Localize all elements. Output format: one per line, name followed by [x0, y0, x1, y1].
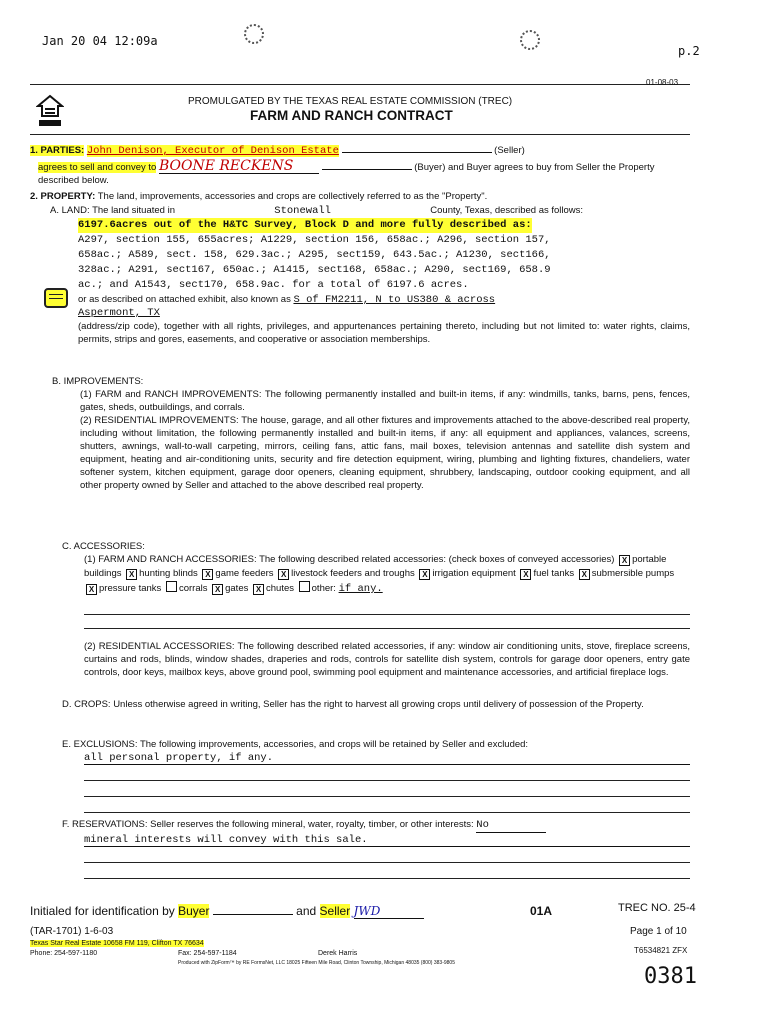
legal-line: A297, section 155, 655acres; A1229, section 156, 658ac.; A296, section 157, [78, 234, 551, 246]
checkbox-pressure-tanks[interactable]: X [86, 584, 97, 595]
accessory-label: corrals [178, 583, 208, 594]
checkbox-other[interactable] [299, 581, 310, 592]
broker-phone: Phone: 254-597-1180 [30, 950, 98, 957]
checkbox-corrals[interactable] [166, 581, 177, 592]
accessory-label: hunting blinds [139, 568, 198, 579]
legal-line: 658ac.; A589, sect. 158, 629.3ac.; A295, sect159, 643.5ac.; A1230, sect166, [78, 249, 551, 261]
aka-line [78, 293, 690, 307]
legal-line: 328ac.; A291, sect167, 650ac.; A1415, sect168, 658ac.; A290, sect169, 658.9 [78, 264, 551, 276]
checkbox-game-feeders[interactable]: X [202, 569, 213, 580]
legal-line: 6197.6acres out of the H&TC Survey, Block D and more fully described as: [78, 219, 532, 231]
property-intro-text: The land, improvements, accessories and crops are collectively referred to as the "Property". [97, 191, 488, 202]
initialed-text: Initialed for identification by [30, 904, 175, 918]
farm-accessories-intro: (1) FARM AND RANCH ACCESSORIES: The following described related accessories: (check boxes of conveyed accessories) [84, 554, 615, 565]
checkbox-gates[interactable]: X [212, 584, 223, 595]
checkbox-fuel-tanks[interactable]: X [520, 569, 531, 580]
page-title: FARM AND RANCH CONTRACT [250, 108, 453, 123]
aka-value[interactable]: S of FM2211, N to US380 & across [293, 294, 496, 306]
accessory-label: livestock feeders and troughs [291, 568, 415, 579]
land-line [50, 204, 690, 219]
page-of: Page 1 of 10 [630, 926, 687, 937]
accessory-label: portable buildings [84, 554, 667, 579]
property-label: 2. PROPERTY: [30, 191, 96, 202]
tar-number: (TAR-1701) 1-6-03 [30, 926, 114, 937]
farm-accessories [84, 553, 690, 596]
accessories-label: C. ACCESSORIES: [62, 541, 145, 552]
other-value[interactable]: if any. [338, 583, 383, 595]
accessory-label: chutes [266, 583, 294, 594]
reservations-line [62, 818, 690, 833]
county-tail: County, Texas, described as follows: [430, 205, 584, 216]
fax-page: p.2 [678, 44, 700, 58]
improvements-label: B. IMPROVEMENTS: [52, 376, 144, 387]
accessory-label: game feeders [215, 568, 274, 579]
note-comment-icon[interactable] [44, 288, 68, 308]
legal-line: ac.; and A1543, sect170, 658.9ac. for a total of 6197.6 acres. [78, 279, 469, 291]
fax-timestamp: Jan 20 04 12:09a [42, 34, 158, 48]
accessory-label: submersible pumps [591, 568, 675, 579]
checkbox-submersible-pumps[interactable]: X [579, 569, 590, 580]
accessory-label: fuel tanks [533, 568, 575, 579]
checkbox-portable-buildings[interactable]: X [619, 555, 630, 566]
produced-by: Produced with ZipForm™ by RE FormsNet, LLC 18025 Fifteen Mile Road, Clinton Township, Michigan 48035 (800) 383-9805 [178, 960, 455, 966]
reservations-text: F. RESERVATIONS: Seller reserves the following mineral, water, royalty, timber, or other interests: [62, 819, 474, 830]
buyer-name[interactable]: BOONE RECKENS [159, 160, 319, 174]
trec-number: TREC NO. 25-4 [618, 902, 696, 914]
checkbox-irrigation-equipment[interactable]: X [419, 569, 430, 580]
accessory-label: pressure tanks [99, 583, 162, 594]
buyer-text: (Buyer) and Buyer agrees to buy from Seller the Property described below. [38, 162, 655, 186]
accessory-label: other: [311, 583, 336, 594]
seller-name[interactable]: John Denison, Executor of Denison Estate [86, 145, 339, 157]
punch-hole-icon [520, 30, 540, 50]
parties-section [30, 144, 690, 158]
broker-info: Texas Star Real Estate 10658 FM 119, Clifton TX 76634 [30, 940, 204, 947]
seller-initials-field[interactable]: JWD [354, 904, 424, 919]
residential-improvements: (2) RESIDENTIAL IMPROVEMENTS: The house, garage, and all other fixtures and improvements attached to the above-described real property, including without limitation, the following permanently installed and built-in items, if any: all equipment and appliances, valances, screens, shutters, awnings, wall-to-wall carpeting, mirrors, ceiling fans, attic fans, mail boxes, television antennas and satellite dish system and equipment, heating and air-conditioning units, security and fire detection equipment, wiring, plumbing and lighting fixtures, chandeliers, water softener system, kitchen equipment, garage door openers, cleaning equipment, shrubbery, landscaping, outdoor cooking equipment, and all other property owned by Seller and attached to the above described real property. [80, 415, 690, 491]
property-intro [30, 190, 690, 203]
accessory-label: irrigation equipment [432, 568, 516, 579]
parties-label: 1. PARTIES: [30, 145, 85, 156]
crops-text: D. CROPS: Unless otherwise agreed in writing, Seller has the right to harvest all growing crops until delivery of possession of the Property. [62, 699, 644, 710]
county-field[interactable]: Stonewall [178, 205, 428, 219]
aka-value-line2[interactable]: Aspermont, TX [78, 307, 160, 319]
buyer-word: Buyer [178, 904, 210, 918]
checkbox-livestock-feeders[interactable]: X [278, 569, 289, 580]
residential-accessories: (2) RESIDENTIAL ACCESSORIES: The following described related accessories, if any: window air conditioning units, stove, fireplace screens, curtains and rods, blinds, window shades, draperies and rods, controls for satellite dish system, controls for garage door openers, entry gate controls, door keys, mailbox keys, above ground pool, swimming pool equipment and maintenance accessories, and artificial fireplace logs. [84, 641, 690, 678]
reservations-value-start[interactable]: No [476, 819, 546, 833]
equal-housing-logo-icon [36, 94, 64, 133]
checkbox-chutes[interactable]: X [253, 584, 264, 595]
agrees-text: agrees to sell and convey to [38, 162, 157, 173]
seller-tag: (Seller) [494, 145, 525, 156]
checkbox-hunting-blinds[interactable]: X [126, 569, 137, 580]
legal-description [78, 218, 690, 293]
buyer-initials-field[interactable] [213, 904, 293, 915]
bates-number: 0381 [644, 964, 697, 989]
exclusions-value[interactable]: all personal property, if any. [84, 752, 690, 765]
form-date: 01-08-03 [646, 78, 679, 87]
aka-label: or as described on attached exhibit, also known as [78, 294, 291, 305]
and-word: and [296, 904, 317, 918]
agent-name: Derek Harris [318, 950, 358, 957]
file-number: T6534821 ZFX [634, 946, 688, 955]
address-note: (address/zip code), together with all rights, privileges, and appurtenances pertaining thereto, including but not limited to: water rights, claims, permits, strips and gores, easements, and cooperative or association memberships. [78, 321, 690, 345]
buyer-line [38, 160, 690, 187]
reservations-value[interactable]: mineral interests will convey with this sale. [84, 834, 690, 847]
promulgated-line: PROMULGATED BY THE TEXAS REAL ESTATE COMMISSION (TREC) [188, 96, 513, 107]
broker-fax: Fax: 254-597-1184 [178, 950, 237, 957]
land-label: A. LAND: The land situated in [50, 205, 175, 216]
accessory-label: gates [225, 583, 249, 594]
exclusions-text: E. EXCLUSIONS: The following improvements, accessories, and crops will be retained by Seller and excluded: [62, 739, 529, 750]
form-code: 01A [530, 904, 553, 918]
initials-line [30, 904, 424, 919]
farm-improvements: (1) FARM and RANCH IMPROVEMENTS: The following permanently installed and built-in items, if any: windmills, tanks, barns, pens, fences, gates, sheds, outbuildings, and corrals. [80, 389, 690, 413]
seller-word: Seller [319, 904, 351, 918]
punch-hole-icon [244, 24, 264, 44]
